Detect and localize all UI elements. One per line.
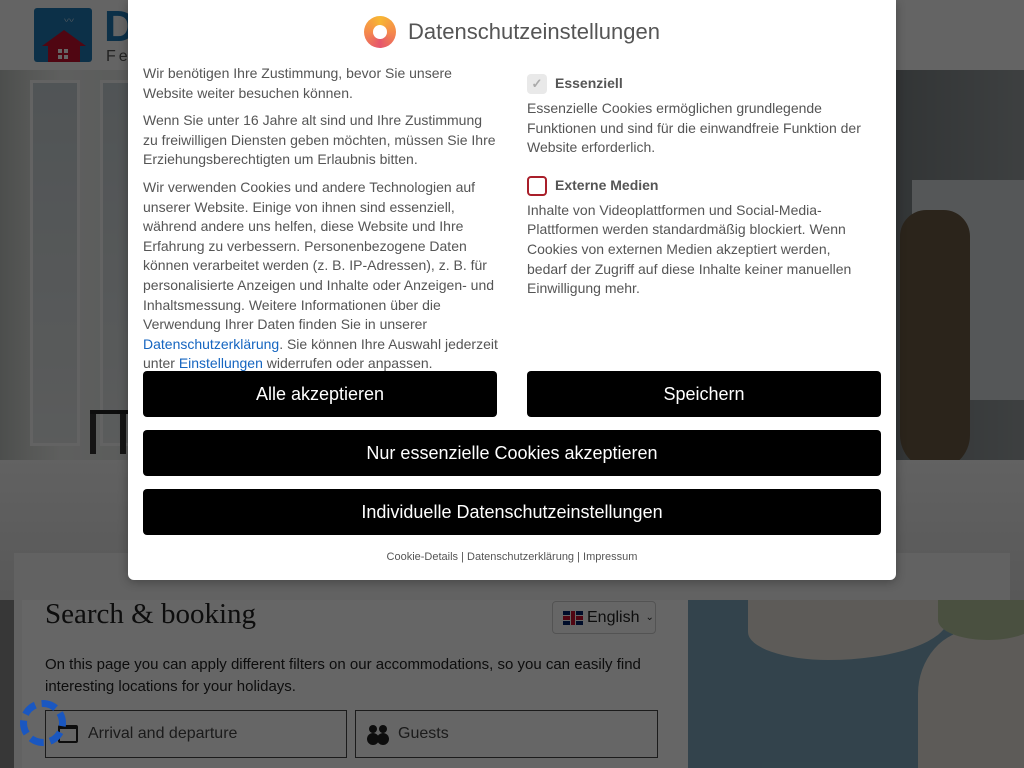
cookie-details-link[interactable]: Cookie-Details: [386, 551, 459, 563]
cookie-consent-dialog: [128, 0, 896, 580]
dialog-title: Datenschutzeinstellungen: [408, 19, 660, 44]
consent-options: [527, 74, 867, 299]
checkmark-icon: ✓: [531, 76, 543, 92]
essential-checkbox[interactable]: [527, 74, 547, 94]
recaptcha-icon[interactable]: [20, 700, 66, 746]
dialog-header: [128, 16, 896, 48]
option-essential: [527, 74, 867, 158]
intro-text-c: widerrufen oder anpassen.: [262, 355, 433, 372]
intro-paragraph-1: Wir benötigen Ihre Zustimmung, bevor Sie unsere Website weiter besuchen können.: [143, 65, 452, 101]
intro-paragraph-3: [143, 178, 499, 374]
privacy-footer-link[interactable]: Datenschutzerklärung: [467, 551, 575, 563]
option-external-media-header: [527, 176, 867, 196]
privacy-policy-link[interactable]: Datenschutzerklärung: [143, 335, 280, 352]
dialog-footer-links: [128, 551, 896, 563]
intro-text-a: Wir verwenden Cookies und andere Technologien auf unserer Website. Einige von ihnen sind essenziell, während andere uns helfen, diese Website und Ihre Erfahrung zu verbessern. Personenbezogene Daten können verarbeitet werden (z. B. IP-Adressen), z. B. für personalisierte Anzeigen und Inhalte oder Anzeigen- und Inhaltsmessung. Weitere Informationen über die Verwendung Ihrer Daten finden Sie in unserer: [143, 178, 495, 333]
accept-essential-only-button[interactable]: Nur essenzielle Cookies akzeptieren: [143, 430, 881, 476]
external-media-description: Inhalte von Videoplattformen und Social-Media-Plattformen werden standardmäßig blockiert. Wenn Cookies von externen Medien akzeptiert werden, bedarf der Zugriff auf diese Inhalte keiner manuellen Einwilligung mehr.: [527, 201, 852, 297]
intro-paragraph-2: Wenn Sie unter 16 Jahre alt sind und Ihre Zustimmung zu freiwilligen Diensten geben möchten, müssen Sie Ihre Erziehungsberechtigten um Erlaubnis bitten.: [143, 112, 496, 168]
settings-link[interactable]: Einstellungen: [178, 355, 263, 372]
accept-all-button[interactable]: Alle akzeptieren: [143, 371, 497, 417]
privacy-flower-icon: [364, 16, 396, 48]
save-button[interactable]: Speichern: [527, 371, 881, 417]
essential-label: Essenziell: [555, 75, 623, 92]
essential-description: Essenzielle Cookies ermöglichen grundlegende Funktionen und sind für die einwandfreie Funktion der Website erforderlich.: [527, 100, 861, 156]
external-media-label: Externe Medien: [555, 176, 659, 193]
link-separator: |: [461, 551, 464, 563]
external-media-checkbox[interactable]: [527, 176, 547, 196]
consent-intro: [143, 64, 499, 382]
option-external-media: [527, 176, 867, 299]
intro-text-b: . Sie können Ihre Auswahl jederzeit unter: [143, 335, 498, 372]
option-essential-header: [527, 74, 867, 94]
individual-settings-button[interactable]: Individuelle Datenschutzeinstellungen: [143, 489, 881, 535]
imprint-link[interactable]: Impressum: [583, 551, 638, 563]
link-separator: |: [577, 551, 580, 563]
